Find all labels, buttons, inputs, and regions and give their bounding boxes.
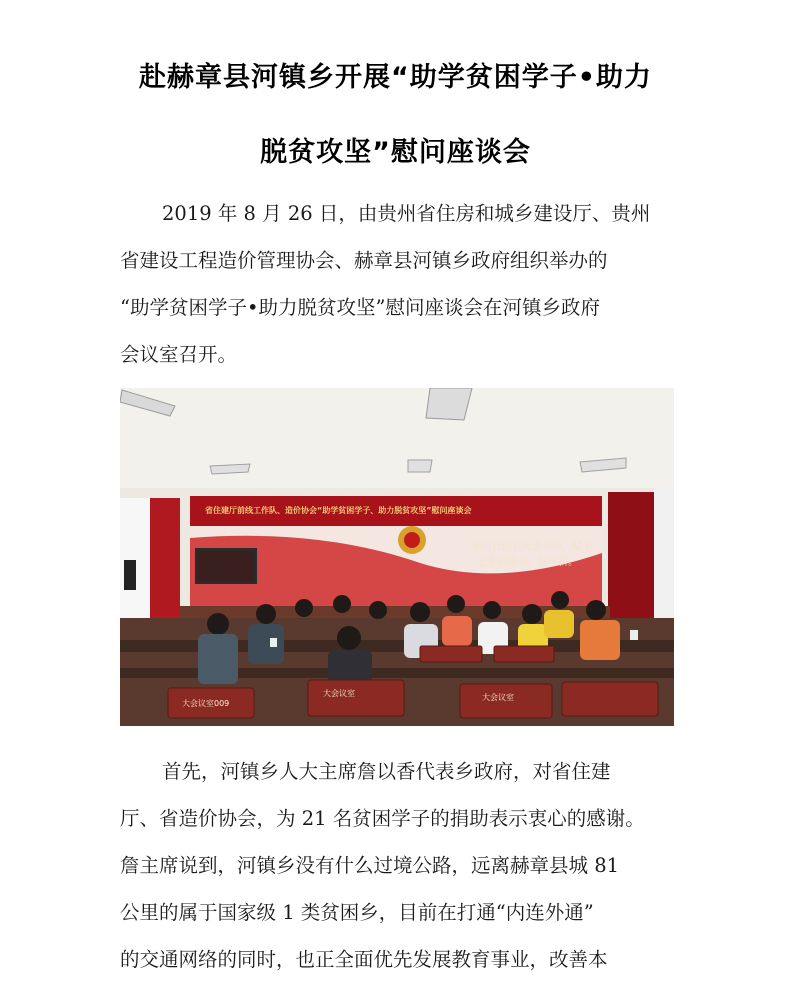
document-title-line1: 赴赫章县河镇乡开展“助学贫困学子•助力 — [138, 62, 652, 93]
photo-slogan-line2: 它新的使命，这所新。 — [478, 557, 578, 568]
photo-placard: 大会议室 — [482, 693, 514, 702]
paragraph-line: 2019 年 8 月 26 日，由贵州省住房和城乡建设厅、贵州 — [162, 202, 651, 225]
photo-banner-text: 省住建厅前线工作队、造价协会“助学贫困学子、助力脱贫攻坚”慰问座谈会 — [205, 506, 472, 515]
paragraph-line: 会议室召开。 — [120, 343, 238, 366]
paragraph-line: 厅、省造价协会，为 21 名贫困学子的捐助表示衷心的感谢。 — [120, 807, 645, 830]
photo-placard: 大会议室 — [323, 689, 355, 698]
paragraph-line: 公里的属于国家级 1 类贫困乡，目前在打通“内连外通” — [120, 901, 594, 924]
paragraph-line: 的交通网络的同时，也正全面优先发展教育事业，改善本 — [120, 948, 608, 971]
paragraph-body — [120, 748, 680, 983]
document-title-line2: 脱贫攻坚”慰问座谈会 — [260, 137, 531, 168]
paragraph-line: “助学贫困学子•助力脱贫攻坚”慰问座谈会在河镇乡政府 — [120, 296, 600, 319]
photo-placard: 大会议室009 — [182, 699, 230, 708]
photo-slogan-line1: 新时代的农民讲习所，赋予 — [472, 542, 592, 553]
paragraph-line: 首先，河镇乡人大主席詹以香代表乡政府，对省住建 — [162, 760, 611, 783]
paragraph-intro — [120, 190, 680, 378]
paragraph-line: 詹主席说到，河镇乡没有什么过境公路，远离赫章县城 81 — [120, 854, 620, 877]
paragraph-line: 省建设工程造价管理协会、赫章县河镇乡政府组织举办的 — [120, 249, 608, 272]
meeting-photo-illustration — [120, 388, 674, 726]
meeting-photo — [120, 388, 674, 726]
